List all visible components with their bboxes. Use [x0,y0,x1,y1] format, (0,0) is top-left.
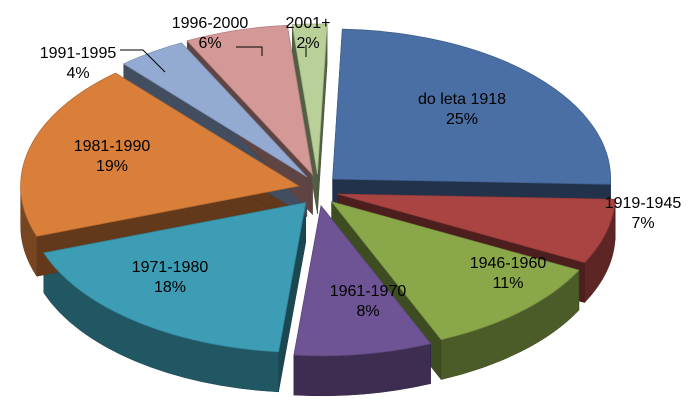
slice-value-label: 8% [356,303,380,320]
slice-label: 1991-1995 [39,45,117,62]
slice-value-label: 7% [631,215,655,232]
slice-label: 1996-2000 [171,15,249,32]
slice-label: 1971-1980 [131,259,209,276]
slice-label: 2001+ [285,15,331,32]
slice-label: 1919-1945 [604,195,682,212]
slice-label: do leta 1918 [417,91,507,108]
slice-label: 1946-1960 [469,255,547,272]
slice-value-label: 6% [198,35,222,52]
slice-value-label: 4% [66,65,90,82]
slice-value-label: 18% [153,279,187,296]
slice-value-label: 11% [492,275,524,292]
slice-label: 1981-1990 [73,138,151,155]
slice-value-label: 19% [95,158,129,175]
slice-label: 1961-1970 [329,283,407,300]
slice-value-label: 2% [296,35,320,52]
slice-value-label: 25% [445,111,479,128]
